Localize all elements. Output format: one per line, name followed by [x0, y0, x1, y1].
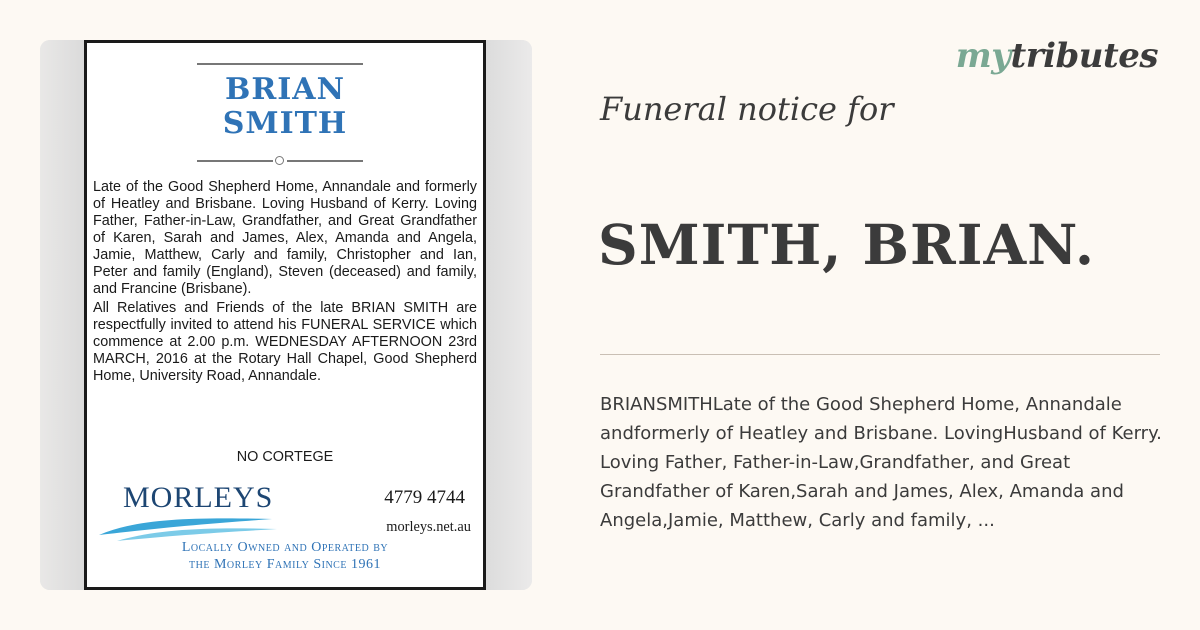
notice-excerpt: BRIANSMITHLate of the Good Shepherd Home, Annandale andformerly of Heatley and Brisbane. LovingHusband of Kerry. Loving Father, Father-in-Law,Grandfather, and Great Grandfather of Karen,Sarah and James, Alex, Amanda and Angela,Jamie, Matthew, Carly and family, ... [600, 394, 1162, 531]
notice-type-label: Funeral notice for [600, 90, 894, 128]
funeral-director-phone: 4779 4744 [384, 487, 465, 508]
tagline-line-2: the Morley Family Since 1961 [189, 557, 381, 572]
tagline-line-1: Locally Owned and Operated by [181, 540, 389, 555]
notice-paragraph-2: All Relatives and Friends of the late BRIAN SMITH are respectfully invited to attend his FUNERAL SERVICE which commence at 2.00 p.m. WEDNESDAY AFTERNOON 23rd MARCH, 2016 at the Rotary Hall Chapel, Good Shepherd Home, University Road, Annandale. [93, 300, 477, 384]
notice-body [93, 179, 477, 387]
funeral-director-tagline [87, 539, 483, 573]
notice-no-cortege: NO CORTEGE [236, 449, 334, 465]
notice-top-rule [197, 63, 363, 65]
funeral-director-logo: MORLEYS [123, 481, 274, 514]
funeral-notice-scan [84, 40, 486, 590]
logo-tributes: tributes [1010, 36, 1158, 76]
notice-last-name: SMITH [222, 106, 348, 141]
section-divider [600, 354, 1160, 355]
funeral-director-website: morleys.net.au [386, 519, 471, 535]
notice-paragraph-1: Late of the Good Shepherd Home, Annandale and formerly of Heatley and Brisbane. Loving Husband of Kerry. Loving Father, Father-in-Law, Grandfather, and Great Grandfather of Karen, Sarah and James, Alex, Amanda and Angela, Jamie, Matthew, Carly and family, Christopher and Ian, Peter and family (England), Steven (deceased) and family, and Francine (Brisbane). [93, 179, 477, 297]
logo-my: my [955, 36, 1011, 76]
mytributes-logo[interactable] [956, 36, 1158, 76]
deceased-name-title: SMITH, BRIAN. [598, 212, 1096, 277]
notice-first-name: BRIAN [224, 72, 346, 107]
notice-ornament-divider [197, 156, 363, 166]
